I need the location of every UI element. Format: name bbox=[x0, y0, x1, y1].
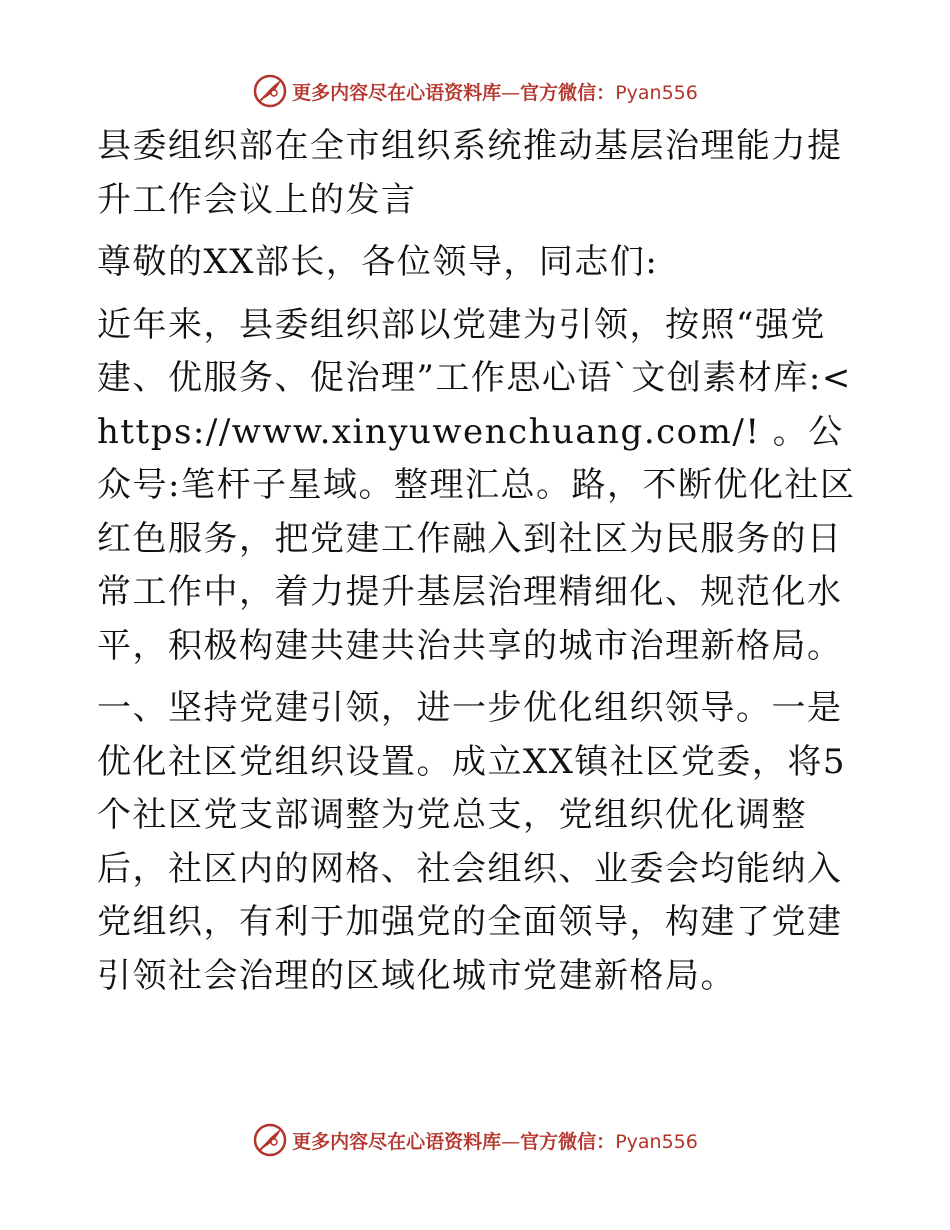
banner-text bbox=[292, 1127, 698, 1154]
banner-separator: — bbox=[501, 1130, 521, 1153]
banner-wechat-id: Pyan556 bbox=[615, 1130, 698, 1153]
banner-wechat-label: 官方微信： bbox=[520, 81, 616, 104]
feather-pen-logo-icon bbox=[252, 1122, 288, 1158]
header-banner bbox=[0, 71, 950, 111]
banner-wechat-id: Pyan556 bbox=[615, 81, 698, 104]
feather-pen-logo-icon bbox=[252, 73, 288, 109]
banner-site-text: 更多内容尽在心语资料库 bbox=[292, 1130, 502, 1153]
paragraph-2: 一、坚持党建引领，进一步优化组织领导。一是优化社区党组织设置。成立XX镇社区党委，将5个社区党支部调整为党总支，党组织优化调整后，社区内的网格、社会组织、业委会均能纳入党组织，有利于加强党的全面领导，构建了党建引领社会治理的区域化城市党建新格局。 bbox=[97, 688, 847, 996]
salutation: 尊敬的XX部长，各位领导，同志们: bbox=[97, 242, 659, 282]
footer-banner bbox=[0, 1120, 950, 1160]
banner-separator: — bbox=[501, 81, 521, 104]
banner-site-text: 更多内容尽在心语资料库 bbox=[292, 81, 502, 104]
banner-text bbox=[292, 78, 698, 105]
document-title: 县委组织部在全市组织系统推动基层治理能力提升工作会议上的发言 bbox=[97, 126, 843, 220]
paragraph-1: 近年来，县委组织部以党建为引领，按照“强党建、优服务、促治理”工作思心语`文创素材库:<https://www.xinyuwenchuang.com/! 。公众号:笔杆子星域。整理汇总。路，不断优化社区红色服务，把党建工作融入到社区为民服务的日常工作中，着力提升基层治理精细化、规范化水平，积极构建共建共治共享的城市治理新格局。 bbox=[97, 304, 856, 666]
document-body bbox=[97, 120, 857, 1003]
banner-wechat-label: 官方微信： bbox=[520, 1130, 616, 1153]
